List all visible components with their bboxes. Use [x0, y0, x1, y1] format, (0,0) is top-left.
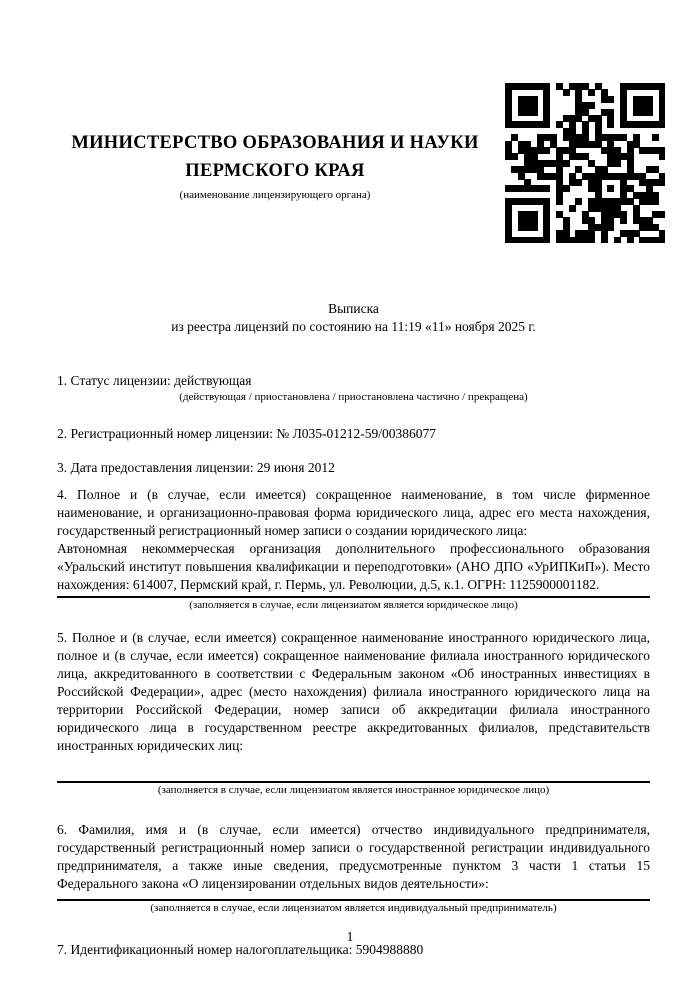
- qr-code-icon: [505, 83, 665, 243]
- item-registration-number: [57, 425, 650, 443]
- document-title-line1: Выписка: [328, 301, 379, 316]
- license-status-hint: (действующая / приостановлена / приостановлена частично / прекращена): [179, 391, 528, 403]
- legal-entity-hint: (заполняется в случае, если лицензиатом является юридическое лицо): [189, 599, 518, 611]
- taxpayer-number-text: 7. Идентификационный номер налогоплательщика: 5904988880: [57, 942, 424, 957]
- page-number: 1: [346, 929, 354, 944]
- foreign-entity-hint: (заполняется в случае, если лицензиатом является иностранное юридическое лицо): [157, 784, 550, 796]
- foreign-entity-value: [57, 755, 650, 773]
- ministry-name-line2: ПЕРМСКОГО КРАЯ: [185, 161, 365, 181]
- license-status-text: 1. Статус лицензии: действующая: [57, 373, 252, 388]
- document-title-line2: из реестра лицензий по состоянию на 11:19 «11» ноября 2025 г.: [171, 319, 536, 334]
- legal-entity-value: Автономная некоммерческая организация дополнительного профессионального образования «Уральский институт повышения квалификации и переподготовки» (АНО ДПО «УрИПКиП»). Место нахождения: 614007, Пермский край, г. Пермь, ул. Революции, д.5, к.1. ОГРН: 1125900001182.: [57, 541, 650, 592]
- item-legal-entity: [57, 486, 650, 612]
- ministry-name-line1: МИНИСТЕРСТВО ОБРАЗОВАНИЯ И НАУКИ: [71, 133, 479, 153]
- item-individual-entrepreneur: [57, 821, 650, 915]
- document-title: [57, 300, 650, 336]
- ministry-name: [57, 129, 493, 185]
- individual-entrepreneur-question: 6. Фамилия, имя и (в случае, если имеется) отчество индивидуального предпринимателя, государственный регистрационный номер записи о государственной регистрации индивидуального предпринимателя, а также иные сведения, предусмотренные пунктом 3 части 1 статьи 15 Федерального закона «О лицензировании отдельных видов деятельности»:: [57, 822, 650, 891]
- item-foreign-entity: [57, 629, 650, 797]
- foreign-entity-question: 5. Полное и (в случае, если имеется) сокращенное наименование иностранного юридического лица, полное и (в случае, если имеется) сокращенное наименование филиала иностранного юридического лица, аккредитованного в соответствии с Федеральным законом «Об иностранных инвестициях в Российской Федерации», адрес (место нахождения) филиала иностранного юридического лица на территории Российской Федерации, номер записи об аккредитации филиала иностранного юридического лица в государственном реестре аккредитованных филиалов, представительств иностранных юридических лиц:: [57, 630, 650, 753]
- item-license-date: [57, 459, 650, 477]
- license-date-text: 3. Дата предоставления лицензии: 29 июня 2012: [57, 460, 335, 475]
- item-license-status: [57, 372, 650, 404]
- ministry-header: [57, 129, 493, 202]
- document-body: [57, 300, 650, 959]
- individual-entrepreneur-hint: (заполняется в случае, если лицензиатом является индивидуальный предприниматель): [150, 902, 557, 914]
- ministry-caption: (наименование лицензирующего органа): [179, 189, 371, 201]
- legal-entity-question: 4. Полное и (в случае, если имеется) сокращенное наименование, в том числе фирменное наименование, и организационно-правовая форма юридического лица, адрес его места нахождения, государственный регистрационный номер записи о создании юридического лица:: [57, 487, 650, 538]
- registration-number-text: 2. Регистрационный номер лицензии: № Л035-01212-59/00386077: [57, 426, 437, 441]
